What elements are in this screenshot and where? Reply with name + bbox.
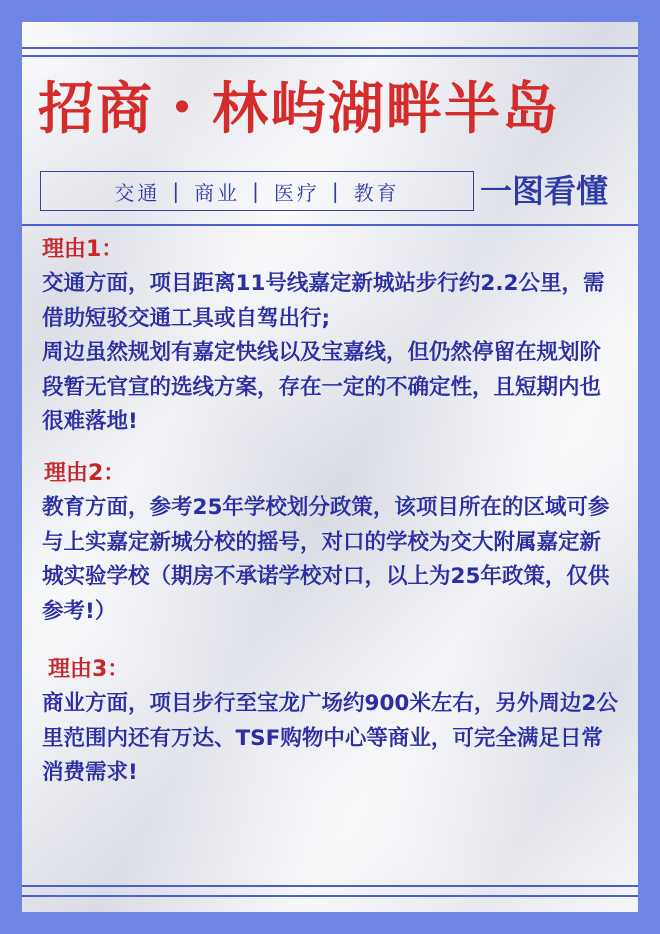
- bottom-rule-1: [22, 885, 638, 887]
- reason-2-paragraph-1: 教育方面，参考25年学校划分政策，该项目所在的区域可参与上实嘉定新城分校的摇号，对口的学校为交大附属嘉定新城实验学校（期房不承诺学校对口，以上为25年政策，仅供参考!）: [42, 495, 610, 624]
- tag-separator: |: [172, 179, 183, 203]
- tag-medical: 医疗: [273, 180, 320, 205]
- reason-2-body: [42, 491, 622, 629]
- tag-traffic: 交通: [114, 180, 161, 205]
- reason-1-heading: 理由1：: [42, 237, 124, 262]
- reason-1-paragraph-1: 交通方面，项目距离11号线嘉定新城站步行约2.2公里，需借助短驳交通工具或自驾出行;: [42, 271, 605, 331]
- bottom-rule-2: [22, 895, 638, 897]
- category-tags: [40, 171, 474, 211]
- reason-3-heading: 理由3：: [48, 657, 130, 682]
- reason-1-paragraph-2: 周边虽然规划有嘉定快线以及宝嘉线，但仍然停留在规划阶段暂无官宣的选线方案，存在一定的不确定性，且短期内也很难落地!: [42, 340, 602, 434]
- tag-separator: |: [252, 179, 262, 203]
- header-divider: [22, 224, 638, 226]
- top-rule-2: [22, 55, 638, 57]
- tag-commerce: 商业: [194, 180, 241, 205]
- page-subtitle: 一图看懂: [480, 172, 609, 210]
- reason-3-paragraph-1: 商业方面，项目步行至宝龙广场约900米左右，另外周边2公里范围内还有万达、TSF购物中心等商业，可完全满足日常消费需求!: [42, 691, 618, 785]
- reason-2-heading: 理由2：: [44, 461, 126, 486]
- top-rule-1: [22, 47, 638, 49]
- reason-1-body: [42, 267, 622, 440]
- tag-separator: |: [331, 179, 342, 203]
- reason-3-body: [42, 687, 622, 791]
- page-title: 招商・林屿湖畔半岛: [38, 77, 560, 142]
- tag-education: 教育: [353, 180, 400, 205]
